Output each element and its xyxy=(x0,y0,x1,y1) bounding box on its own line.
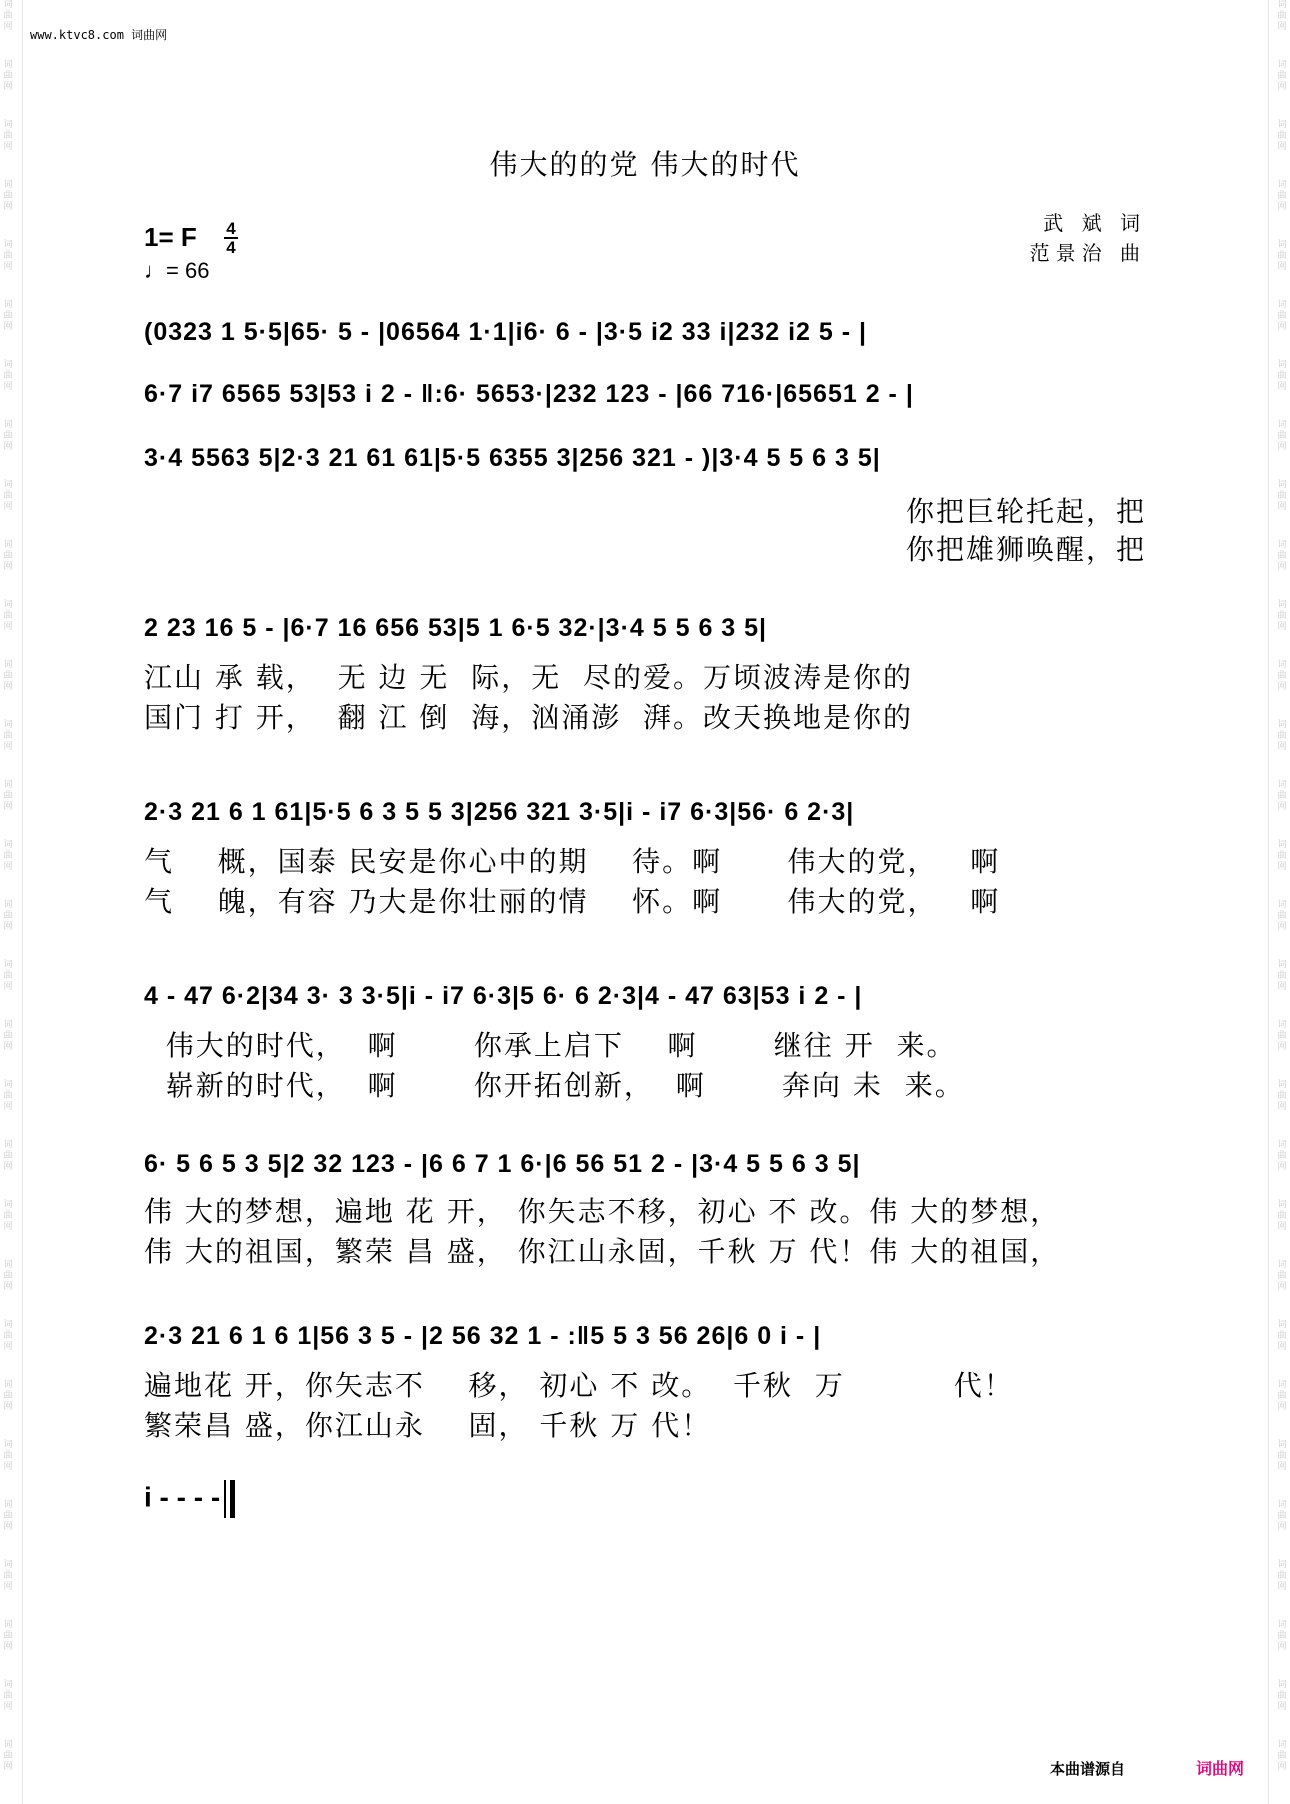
final-measure xyxy=(144,1480,235,1518)
watermark-mark: 词 曲 网 xyxy=(3,180,13,212)
watermark-mark: 词 曲 网 xyxy=(3,840,13,872)
watermark-mark: 词 曲 网 xyxy=(1277,1440,1287,1472)
lyric-line-1-v1: 你把巨轮托起，把 xyxy=(905,495,1146,528)
watermark-mark: 词 曲 网 xyxy=(1277,1140,1287,1172)
watermark-mark: 词 曲 网 xyxy=(1277,540,1287,572)
notation-line-3: 3·4 5563 5|2·3 21 61 61|5·5 6355 3|256 321 - )|3·4 5 5 6 3 5| xyxy=(144,444,881,472)
watermark-mark: 词 曲 网 xyxy=(3,1200,13,1232)
watermark-mark: 词 曲 网 xyxy=(3,0,13,32)
watermark-mark: 词 曲 网 xyxy=(1277,1260,1287,1292)
watermark-mark: 词 曲 网 xyxy=(3,420,13,452)
barline-thin xyxy=(224,1480,226,1518)
final-notes: i - - - - xyxy=(144,1481,221,1513)
lyric-line-3-v2: 气 魄，有容 乃大是你壮丽的情 怀。啊 伟大的党， 啊 xyxy=(144,885,1001,918)
watermark-mark: 词 曲 网 xyxy=(3,1500,13,1532)
watermark-mark: 词 曲 网 xyxy=(1277,240,1287,272)
watermark-left xyxy=(0,0,16,1804)
lyric-line-5-v1: 伟 大的梦想，遍地 花 开， 你矢志不移，初心 不 改。伟 大的梦想， xyxy=(144,1195,1061,1228)
lyric-line-4-v2: 崭新的时代， 啊 你开拓创新， 啊 奔向 未 来。 xyxy=(144,1069,965,1102)
lyric-line-6-v2: 繁荣昌 盛，你江山永 固， 千秋 万 代！ xyxy=(144,1409,712,1442)
notation-line-5: 2·3 21 6 1 61|5·5 6 3 5 5 3|256 321 3·5|i - i7 6·3|56· 6 2·3| xyxy=(144,798,855,826)
watermark-mark: 词 曲 网 xyxy=(3,1320,13,1352)
notation-line-2: 6·7 i7 6565 53|53 i 2 - ‖:6· 5653·|232 123 - |66 716·|65651 2 - | xyxy=(144,380,914,408)
lyric-line-1-v2: 你把雄狮唤醒，把 xyxy=(905,533,1146,566)
lyric-line-2-v1: 江山 承 载， 无 边 无 际，无 尽的爱。万顷波涛是你的 xyxy=(144,661,914,694)
watermark-mark: 词 曲 网 xyxy=(3,600,13,632)
site-url: www.ktvc8.com 词曲网 xyxy=(30,28,168,42)
footer-source-text: 本曲谱源自 xyxy=(1050,1760,1126,1778)
notation-line-7: 6· 5 6 5 3 5|2 32 123 - |6 6 7 1 6·|6 56 51 2 - |3·4 5 5 6 3 5| xyxy=(144,1150,861,1178)
watermark-mark: 词 曲 网 xyxy=(3,360,13,392)
watermark-mark: 词 曲 网 xyxy=(1277,1020,1287,1052)
lyric-line-4-v1: 伟大的时代， 啊 你承上启下 啊 继往 开 来。 xyxy=(144,1029,957,1062)
watermark-mark: 词 曲 网 xyxy=(1277,720,1287,752)
time-sig-bottom: 4 xyxy=(226,238,236,257)
watermark-mark: 词 曲 网 xyxy=(1277,1380,1287,1412)
watermark-mark: 词 曲 网 xyxy=(1277,840,1287,872)
watermark-mark: 词 曲 网 xyxy=(3,540,13,572)
composer-credit: 范景治 曲 xyxy=(1029,241,1146,265)
time-sig-top: 4 xyxy=(226,219,236,238)
watermark-mark: 词 曲 网 xyxy=(3,780,13,812)
watermark-mark: 词 曲 网 xyxy=(3,720,13,752)
time-signature xyxy=(224,220,238,256)
watermark-mark: 词 曲 网 xyxy=(3,1680,13,1712)
watermark-mark: 词 曲 网 xyxy=(1277,660,1287,692)
watermark-mark: 词 曲 网 xyxy=(1277,600,1287,632)
key-signature: 1= F xyxy=(144,222,197,252)
notation-line-6: 4 - 47 6·2|34 3· 3 3·5|i - i7 6·3|5 6· 6 2·3|4 - 47 63|53 i 2 - | xyxy=(144,982,863,1010)
watermark-mark: 词 曲 网 xyxy=(1277,1620,1287,1652)
footer-brand[interactable]: 词曲网 xyxy=(1196,1759,1245,1778)
watermark-mark: 词 曲 网 xyxy=(1277,420,1287,452)
watermark-mark: 词 曲 网 xyxy=(1277,1680,1287,1712)
barline-thick xyxy=(230,1480,235,1518)
lyric-line-2-v2: 国门 打 开， 翻 江 倒 海，汹涌澎 湃。改天换地是你的 xyxy=(144,701,914,734)
watermark-mark: 词 曲 网 xyxy=(1277,360,1287,392)
lyric-line-5-v2: 伟 大的祖国，繁荣 昌 盛， 你江山永固，千秋 万 代！伟 大的祖国， xyxy=(144,1235,1061,1268)
watermark-mark: 词 曲 网 xyxy=(3,1140,13,1172)
watermark-mark: 词 曲 网 xyxy=(1277,780,1287,812)
watermark-mark: 词 曲 网 xyxy=(1277,1740,1287,1772)
watermark-mark: 词 曲 网 xyxy=(3,60,13,92)
watermark-right xyxy=(1274,0,1290,1804)
watermark-mark: 词 曲 网 xyxy=(3,1620,13,1652)
watermark-mark: 词 曲 网 xyxy=(1277,0,1287,32)
watermark-mark: 词 曲 网 xyxy=(3,240,13,272)
song-title: 伟大的的党 伟大的时代 xyxy=(489,148,801,181)
watermark-mark: 词 曲 网 xyxy=(3,1440,13,1472)
watermark-mark: 词 曲 网 xyxy=(3,1260,13,1292)
notation-line-8: 2·3 21 6 1 6 1|56 3 5 - |2 56 32 1 - :‖5 5 3 56 26|6 0 i - | xyxy=(144,1322,822,1350)
watermark-mark: 词 曲 网 xyxy=(3,300,13,332)
notation-line-4: 2 23 16 5 - |6·7 16 656 53|5 1 6·5 32·|3·4 5 5 6 3 5| xyxy=(144,614,768,642)
watermark-mark: 词 曲 网 xyxy=(1277,900,1287,932)
watermark-mark: 词 曲 网 xyxy=(1277,180,1287,212)
watermark-mark: 词 曲 网 xyxy=(3,120,13,152)
lyric-line-3-v1: 气 概，国泰 民安是你心中的期 待。啊 伟大的党， 啊 xyxy=(144,845,1001,878)
watermark-mark: 词 曲 网 xyxy=(3,480,13,512)
notation-line-1: (0323 1 5·5|65· 5 - |06564 1·1|i6· 6 - |3·5 i2 33 i|232 i2 5 - | xyxy=(144,318,868,346)
watermark-mark: 词 曲 网 xyxy=(3,1560,13,1592)
watermark-mark: 词 曲 网 xyxy=(3,960,13,992)
watermark-mark: 词 曲 网 xyxy=(3,1740,13,1772)
watermark-mark: 词 曲 网 xyxy=(3,1080,13,1112)
watermark-mark: 词 曲 网 xyxy=(1277,1560,1287,1592)
credits xyxy=(1030,208,1146,268)
watermark-mark: 词 曲 网 xyxy=(1277,480,1287,512)
watermark-mark: 词 曲 网 xyxy=(1277,1500,1287,1532)
watermark-mark: 词 曲 网 xyxy=(3,1380,13,1412)
right-border-line xyxy=(1268,0,1269,1804)
left-border-line xyxy=(22,0,23,1804)
watermark-mark: 词 曲 网 xyxy=(3,900,13,932)
watermark-mark: 词 曲 网 xyxy=(1277,1080,1287,1112)
watermark-mark: 词 曲 网 xyxy=(1277,60,1287,92)
watermark-mark: 词 曲 网 xyxy=(3,1020,13,1052)
watermark-mark: 词 曲 网 xyxy=(3,660,13,692)
watermark-mark: 词 曲 网 xyxy=(1277,120,1287,152)
watermark-mark: 词 曲 网 xyxy=(1277,1320,1287,1352)
watermark-mark: 词 曲 网 xyxy=(1277,1200,1287,1232)
tempo-marking: ♩= 66 xyxy=(144,258,210,283)
lyric-line-6-v1: 遍地花 开，你矢志不 移， 初心 不 改。 千秋 万 代！ xyxy=(144,1369,1014,1402)
watermark-mark: 词 曲 网 xyxy=(1277,960,1287,992)
watermark-mark: 词 曲 网 xyxy=(1277,300,1287,332)
lyricist-credit: 武 斌 词 xyxy=(1043,211,1146,235)
